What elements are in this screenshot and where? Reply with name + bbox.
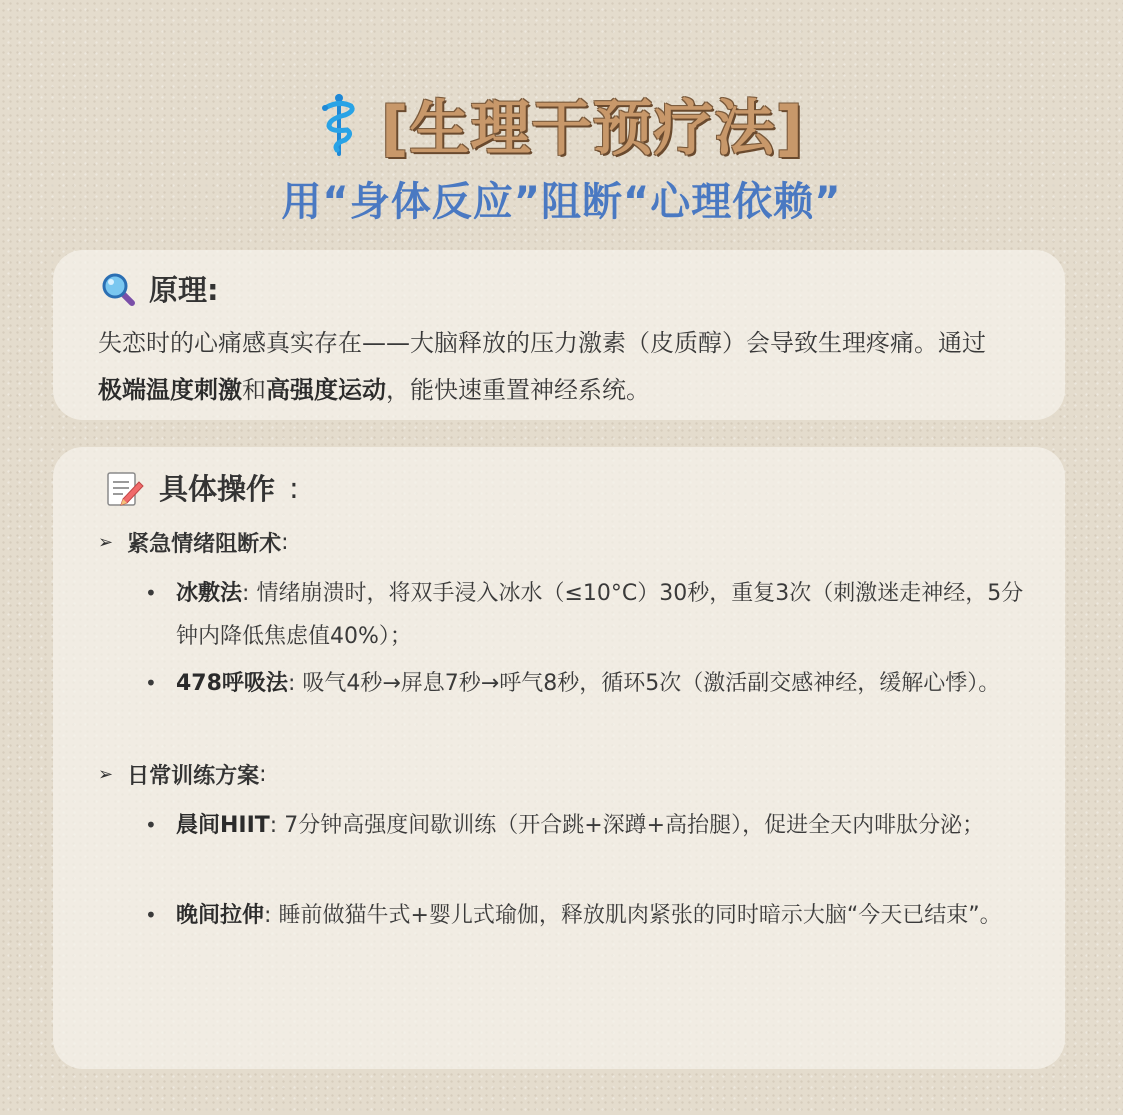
- list-item: • 晚间拉伸: 睡前做猫牛式+婴儿式瑜伽，释放肌肉紧张的同时暗示大脑“今天已结束”。: [145, 903, 1002, 928]
- section-emergency: ➢ 紧急情绪阻断术 :: [98, 530, 289, 557]
- operations-card: [53, 447, 1065, 1069]
- operations-heading: 具体操作 :: [105, 467, 299, 508]
- header: [0, 88, 1123, 227]
- list-item: • 晨间HIIT: 7分钟高强度间歇训练（开合跳+深蹲+高抬腿），促进全天内啡肽分泌；: [145, 813, 985, 838]
- caduceus-icon: [319, 92, 359, 156]
- emphasis-extreme-temperature: 极端温度刺激: [98, 376, 242, 404]
- principle-heading-label: 原理:: [149, 273, 219, 307]
- arrow-bullet-icon: ➢: [98, 532, 114, 553]
- principle-text: 失恋时的心痛感真实存在——大脑释放的压力激素（皮质醇）会导致生理疼痛。通过极端温度刺激和高强度运动，能快速重置神经系统。: [98, 329, 986, 404]
- page-subtitle: 用“身体反应”阻断“心理依赖”: [281, 179, 842, 225]
- principle-card: [53, 250, 1065, 420]
- operations-heading-label: 具体操作: [159, 472, 276, 506]
- arrow-bullet-icon: ➢: [98, 764, 114, 785]
- page-title: [生理干预疗法]: [381, 94, 804, 164]
- magnifier-icon: [101, 272, 135, 306]
- principle-heading: [101, 268, 219, 309]
- list-item: • 478呼吸法: 吸气4秒→屏息7秒→呼气8秒，循环5次（激活副交感神经，缓解心悸）。: [145, 671, 1001, 696]
- section-daily-training: ➢ 日常训练方案 :: [98, 762, 267, 789]
- emphasis-high-intensity-exercise: 高强度运动: [266, 376, 386, 404]
- title-row: [0, 88, 1123, 164]
- memo-pencil-icon: [105, 468, 145, 508]
- list-item: • 冰敷法: 情绪崩溃时，将双手浸入冰水（≤10°C）30秒，重复3次（刺激迷走神经，5分钟内降低焦虑值40%）；: [145, 581, 1024, 649]
